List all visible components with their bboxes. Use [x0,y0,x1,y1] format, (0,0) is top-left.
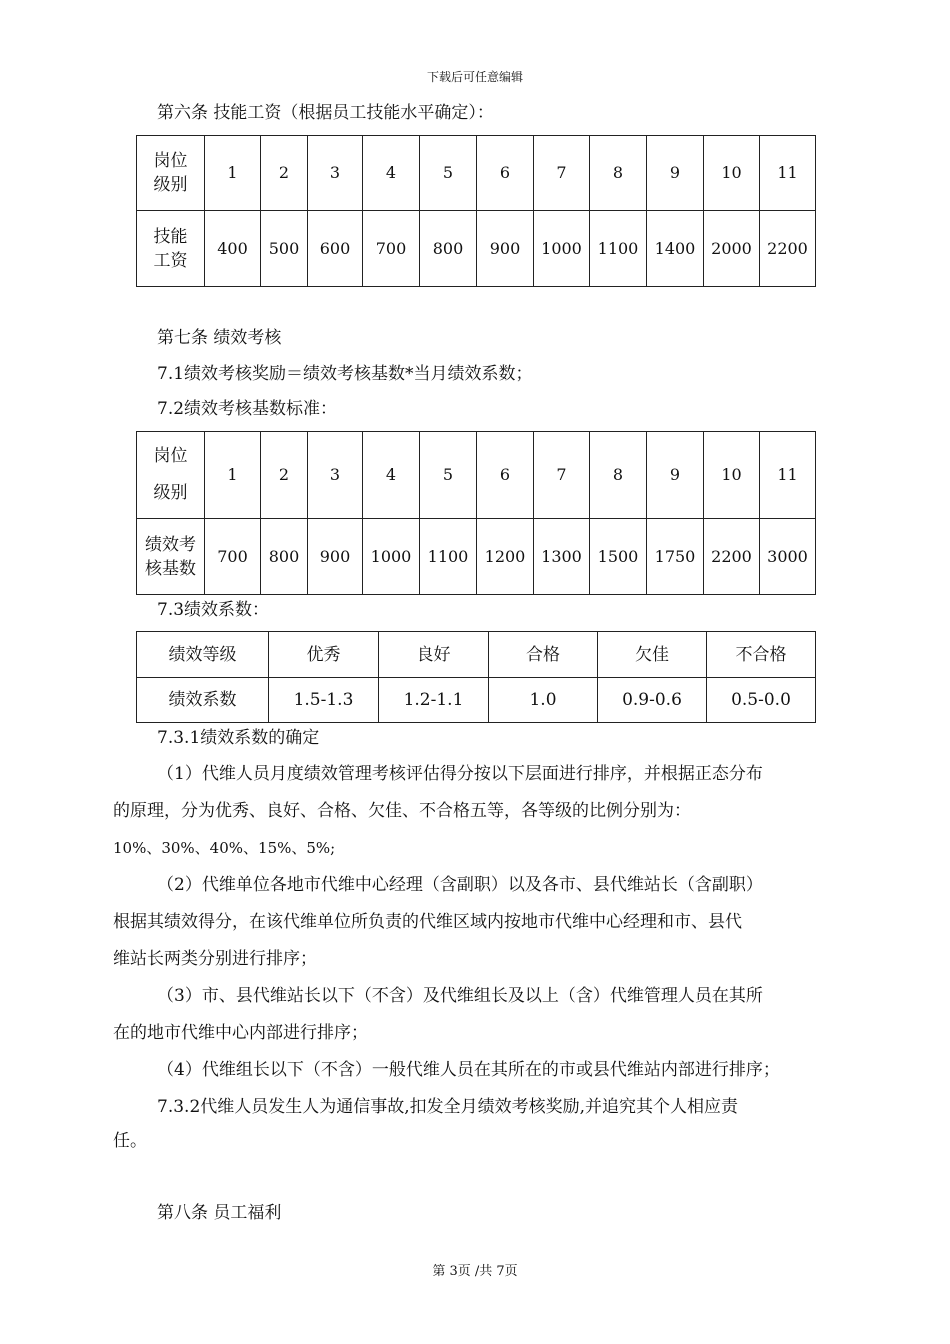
table-cell: 400 [205,211,261,287]
row-header-performance-base: 绩效考 核基数 [137,519,205,595]
table-row [137,211,816,287]
table-cell: 3 [308,432,363,519]
table-cell: 11 [760,136,816,211]
page-footer: 第 3页 /共 7页 [432,1264,518,1279]
table-cell: 700 [205,519,261,595]
table-cell: 1 [205,432,261,519]
table-cell: 1.2-1.1 [379,678,489,723]
table-cell: 7 [534,432,590,519]
table-cell: 900 [308,519,363,595]
row-header-level: 岗位 级别 [137,432,205,519]
table-cell: 9 [647,432,704,519]
table-row [137,632,816,678]
table-row [137,678,816,723]
table-cell: 900 [477,211,534,287]
table-cell: 1400 [647,211,704,287]
paragraph-2-line-1: （2）代维单位各地市代维中心经理（含副职）以及各市、县代维站长（含副职） [157,875,763,895]
paragraph-3-line-1: （3）市、县代维站长以下（不含）及代维组长及以上（含）代维管理人员在其所 [157,986,763,1006]
table-cell: 7 [534,136,590,211]
row-header-skill-wage: 技能 工资 [137,211,205,287]
table-cell: 合格 [489,632,598,678]
table-cell: 1200 [477,519,534,595]
table-cell: 6 [477,136,534,211]
table-cell: 1 [205,136,261,211]
paragraph-3-line-2: 在的地市代维中心内部进行排序； [113,1023,368,1043]
article-8-title: 第八条 员工福利 [157,1203,282,1223]
table-cell: 1100 [590,211,647,287]
section-7-3-2-line-1: 7.3.2代维人员发生人为通信事故,扣发全月绩效考核奖励,并追究其个人相应责 [157,1097,739,1117]
table-cell: 0.5-0.0 [707,678,816,723]
table-row [137,136,816,211]
table-cell: 8 [590,136,647,211]
skill-wage-table [136,135,816,287]
table-cell: 1.5-1.3 [269,678,379,723]
article-6-title: 第六条 技能工资（根据员工技能水平确定）： [157,103,494,123]
paragraph-1-line-3: 10%、30%、40%、15%、5%; [113,839,336,857]
table-cell: 不合格 [707,632,816,678]
table-cell: 5 [420,136,477,211]
table-cell: 欠佳 [598,632,707,678]
table-cell: 10 [704,432,760,519]
table-cell: 1750 [647,519,704,595]
section-7-1: 7.1绩效考核奖励＝绩效考核基数*当月绩效系数； [157,364,533,384]
table-cell: 11 [760,432,816,519]
table-cell: 优秀 [269,632,379,678]
section-7-2: 7.2绩效考核基数标准： [157,399,338,419]
table-cell: 4 [363,432,420,519]
page-header: 下载后可任意编辑 [426,70,523,84]
paragraph-1-line-2: 的原理，分为优秀、良好、合格、欠佳、不合格五等，各等级的比例分别为： [113,801,691,821]
table-cell: 2 [261,432,308,519]
table-cell: 600 [308,211,363,287]
article-7-title: 第七条 绩效考核 [157,328,282,348]
table-cell: 5 [420,432,477,519]
table-cell: 4 [363,136,420,211]
row-header-level: 岗位 级别 [137,136,205,211]
table-cell: 500 [261,211,308,287]
table-cell: 1300 [534,519,590,595]
table-cell: 绩效系数 [137,678,269,723]
table-cell: 800 [261,519,308,595]
table-cell: 2000 [704,211,760,287]
paragraph-2-line-3: 维站长两类分别进行排序； [113,949,317,969]
table-cell: 良好 [379,632,489,678]
table-cell: 10 [704,136,760,211]
table-cell: 2 [261,136,308,211]
table-cell: 1000 [363,519,420,595]
paragraph-2-line-2: 根据其绩效得分，在该代维单位所负责的代维区域内按地市代维中心经理和市、县代 [113,912,742,932]
paragraph-4-line-1: （4）代维组长以下（不含）一般代维人员在其所在的市或县代维站内部进行排序； [157,1060,780,1080]
table-cell: 6 [477,432,534,519]
table-cell: 2200 [760,211,816,287]
table-cell: 1100 [420,519,477,595]
table-cell: 绩效等级 [137,632,269,678]
section-7-3-2-line-2: 任。 [113,1131,147,1151]
table-cell: 800 [420,211,477,287]
performance-base-table [136,431,816,595]
table-cell: 700 [363,211,420,287]
table-cell: 0.9-0.6 [598,678,707,723]
table-cell: 9 [647,136,704,211]
table-cell: 8 [590,432,647,519]
section-7-3-1: 7.3.1绩效系数的确定 [157,728,320,748]
table-cell: 3000 [760,519,816,595]
table-cell: 2200 [704,519,760,595]
table-cell: 1.0 [489,678,598,723]
paragraph-1-line-1: （1）代维人员月度绩效管理考核评估得分按以下层面进行排序，并根据正态分布 [157,764,763,784]
performance-coefficient-table [136,631,816,723]
table-cell: 1500 [590,519,647,595]
table-row [137,432,816,519]
table-row [137,519,816,595]
table-cell: 1000 [534,211,590,287]
section-7-3: 7.3绩效系数： [157,600,270,620]
table-cell: 3 [308,136,363,211]
